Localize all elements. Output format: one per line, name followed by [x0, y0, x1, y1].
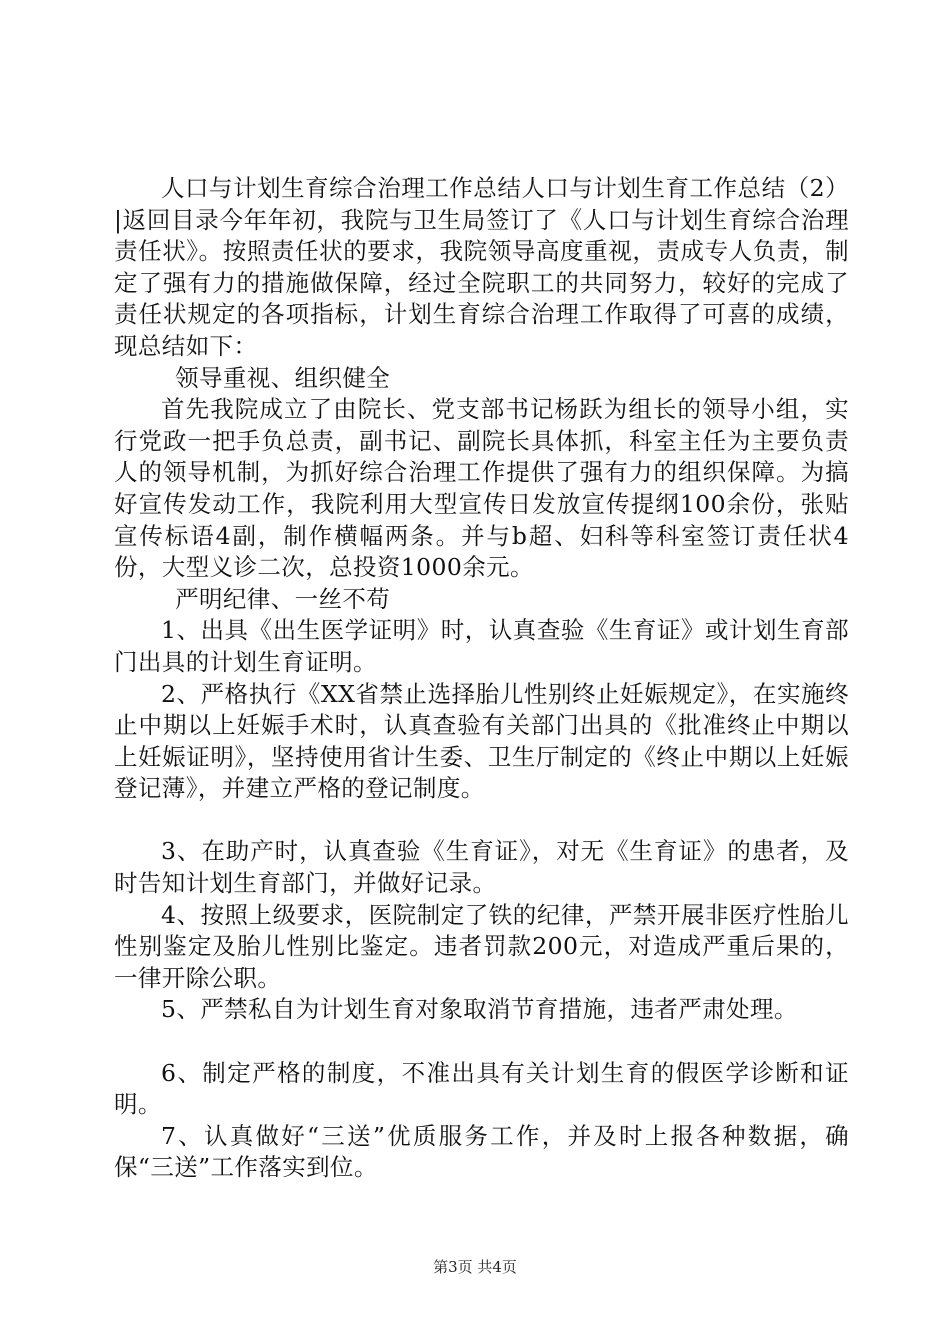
page-footer: 第3页 共4页 [433, 1258, 517, 1276]
list-item-2: 2、严格执行《XX省禁止选择胎儿性别终止妊娠规定》，在实施终止中期以上妊娠手术时，认真查验有关部门出具的《批准终止中期以上妊娠证明》，坚持使用省计生委、卫生厅制定的《终止中期以上妊娠登记薄》，并建立严格的登记制度。 [114, 679, 849, 803]
list-item-7: 7、认真做好“三送”优质服务工作，并及时上报各种数据，确保“三送”工作落实到位。 [114, 1121, 849, 1182]
list-item-4: 4、按照上级要求，医院制定了铁的纪律，严禁开展非医疗性胎儿性别鉴定及胎儿性别比鉴定。违者罚款200元，对造成严重后果的，一律开除公职。 [114, 900, 849, 992]
section-heading-leadership: 领导重视、组织健全 [175, 363, 391, 392]
section-heading-discipline: 严明纪律、一丝不苟 [175, 584, 391, 613]
list-item-5: 5、严禁私自为计划生育对象取消节育措施，违者严肃处理。 [161, 995, 798, 1024]
paragraph-intro: 人口与计划生育综合治理工作总结人口与计划生育工作总结（2）|返回目录今年年初，我院与卫生局签订了《人口与计划生育综合治理责任状》。按照责任状的要求，我院领导高度重视，责成专人负责，制定了强有力的措施做保障，经过全院职工的共同努力，较好的完成了责任状规定的各项指标，计划生育综合治理工作取得了可喜的成绩，现总结如下： [114, 174, 849, 360]
list-item-1: 1、出具《出生医学证明》时，认真查验《生育证》或计划生育部门出具的计划生育证明。 [114, 616, 849, 676]
paragraph-leadership: 首先我院成立了由院长、党支部书记杨跃为组长的领导小组，实行党政一把手负总责，副书记、副院长具体抓，科室主任为主要负责人的领导机制，为抓好综合治理工作提供了强有力的组织保障。为搞好宣传发动工作，我院利用大型宣传日发放宣传提纲100余份，张贴宣传标语4副，制作横幅两条。并与b超、妇科等科室签订责任状4份，大型义诊二次，总投资1000余元。 [114, 395, 849, 582]
document-body [114, 173, 849, 1184]
list-item-6: 6、制定严格的制度，不准出具有关计划生育的假医学诊断和证明。 [114, 1058, 849, 1119]
list-item-3: 3、在助产时，认真查验《生育证》，对无《生育证》的患者，及时告知计划生育部门，并做好记录。 [114, 837, 849, 898]
